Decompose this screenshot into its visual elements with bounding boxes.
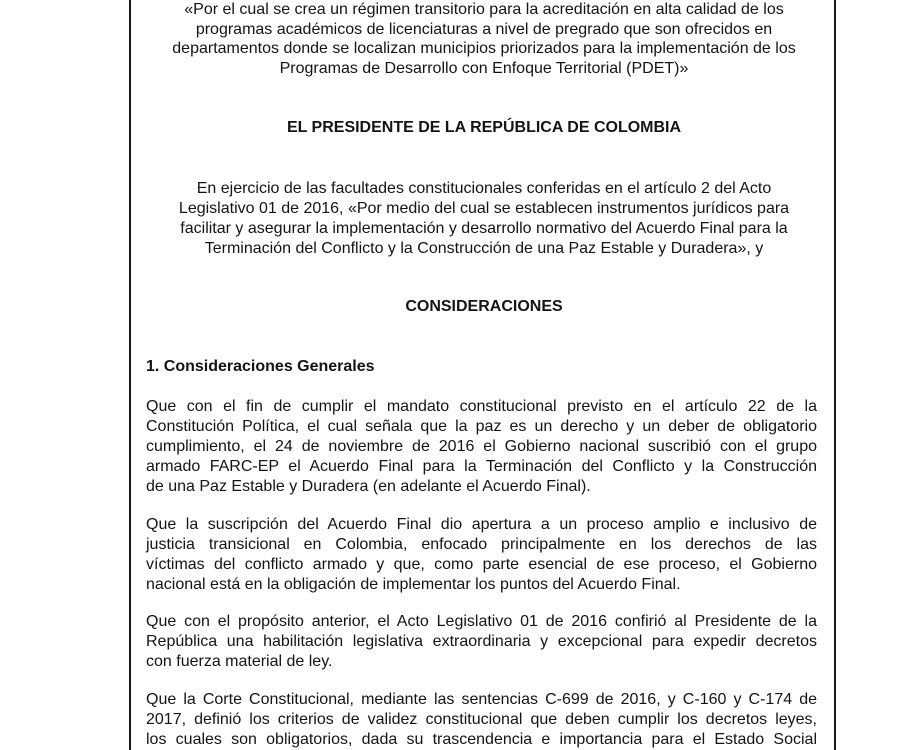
paragraph-line: los cuales son obligatorios, dada su trascendencia e importancia para el Estado Social	[146, 731, 817, 748]
decree-title-line: «Por el cual se crea un régimen transitorio para la acreditación en alta calidad de los	[184, 1, 784, 18]
paragraph-line: de una Paz Estable y Duradera (en adelante el Acuerdo Final).	[146, 478, 591, 495]
decree-title-line: departamentos donde se localizan municipios priorizados para la implementación de los	[172, 40, 796, 57]
paragraph-line: nacional está en la obligación de implementar los puntos del Acuerdo Final.	[146, 576, 681, 593]
decree-title-line: Programas de Desarrollo con Enfoque Territorial (PDET)»	[279, 59, 689, 77]
paragraph-line: justicia transicional en Colombia, enfocado principalmente en los derechos de las	[146, 536, 817, 553]
powers-line: Legislativo 01 de 2016, «Por medio del cual se establecen instrumentos jurídicos para	[178, 200, 790, 217]
paragraph-1	[146, 397, 817, 497]
paragraph-2	[146, 515, 817, 595]
paragraph-line: con fuerza material de ley.	[146, 653, 333, 670]
paragraph-line: armado FARC-EP el Acuerdo Final para la Terminación del Conflicto y la Construcción	[146, 458, 817, 475]
decree-title-line: programas académicos de licenciaturas a nivel de pregrado que son ofrecidos en	[195, 20, 773, 38]
paragraph-line: República una habilitación legislativa extraordinaria y excepcional para expedir decretos	[146, 633, 817, 650]
paragraph-3	[146, 612, 817, 672]
paragraph-line: Que con el propósito anterior, el Acto Legislativo 01 de 2016 confirió al Presidente de la	[146, 613, 817, 630]
section-1-heading: 1. Consideraciones Generales	[146, 358, 375, 375]
considerations-heading: CONSIDERACIONES	[405, 298, 563, 315]
powers-line: facilitar y asegurar la implementación y desarrollo normativo del Acuerdo Final para la	[180, 220, 788, 237]
decree-title	[140, 0, 828, 78]
page-border-right	[834, 0, 836, 750]
paragraph-line: víctimas del conflicto armado y que, como parte esencial de ese proceso, el Gobierno	[146, 556, 817, 573]
powers-paragraph	[148, 179, 820, 259]
paragraph-line: Que con el fin de cumplir el mandato constitucional previsto en el artículo 22 de la	[146, 398, 817, 415]
paragraph-line: Que la suscripción del Acuerdo Final dio apertura a un proceso amplio e inclusivo de	[146, 516, 817, 533]
paragraph-line: cumplimiento, el 24 de noviembre de 2016 el Gobierno nacional suscribió con el grupo	[146, 438, 817, 455]
paragraph-4	[146, 690, 817, 750]
paragraph-line: Que la Corte Constitucional, mediante las sentencias C-699 de 2016, y C-160 y C-174 de	[146, 691, 817, 708]
paragraph-line: 2017, definió los criterios de validez constitucional que deben cumplir los decretos leyes,	[146, 711, 817, 728]
issuer-heading: EL PRESIDENTE DE LA REPÚBLICA DE COLOMBIA	[286, 119, 682, 136]
powers-line: En ejercicio de las facultades constitucionales conferidas en el artículo 2 del Acto	[196, 180, 772, 197]
paragraph-line: Constitución Política, el cual señala que la paz es un derecho y un deber de obligatorio	[146, 418, 817, 435]
page-border-left	[129, 0, 131, 750]
powers-line: Terminación del Conflicto y la Construcción de una Paz Estable y Duradera», y	[204, 240, 764, 257]
